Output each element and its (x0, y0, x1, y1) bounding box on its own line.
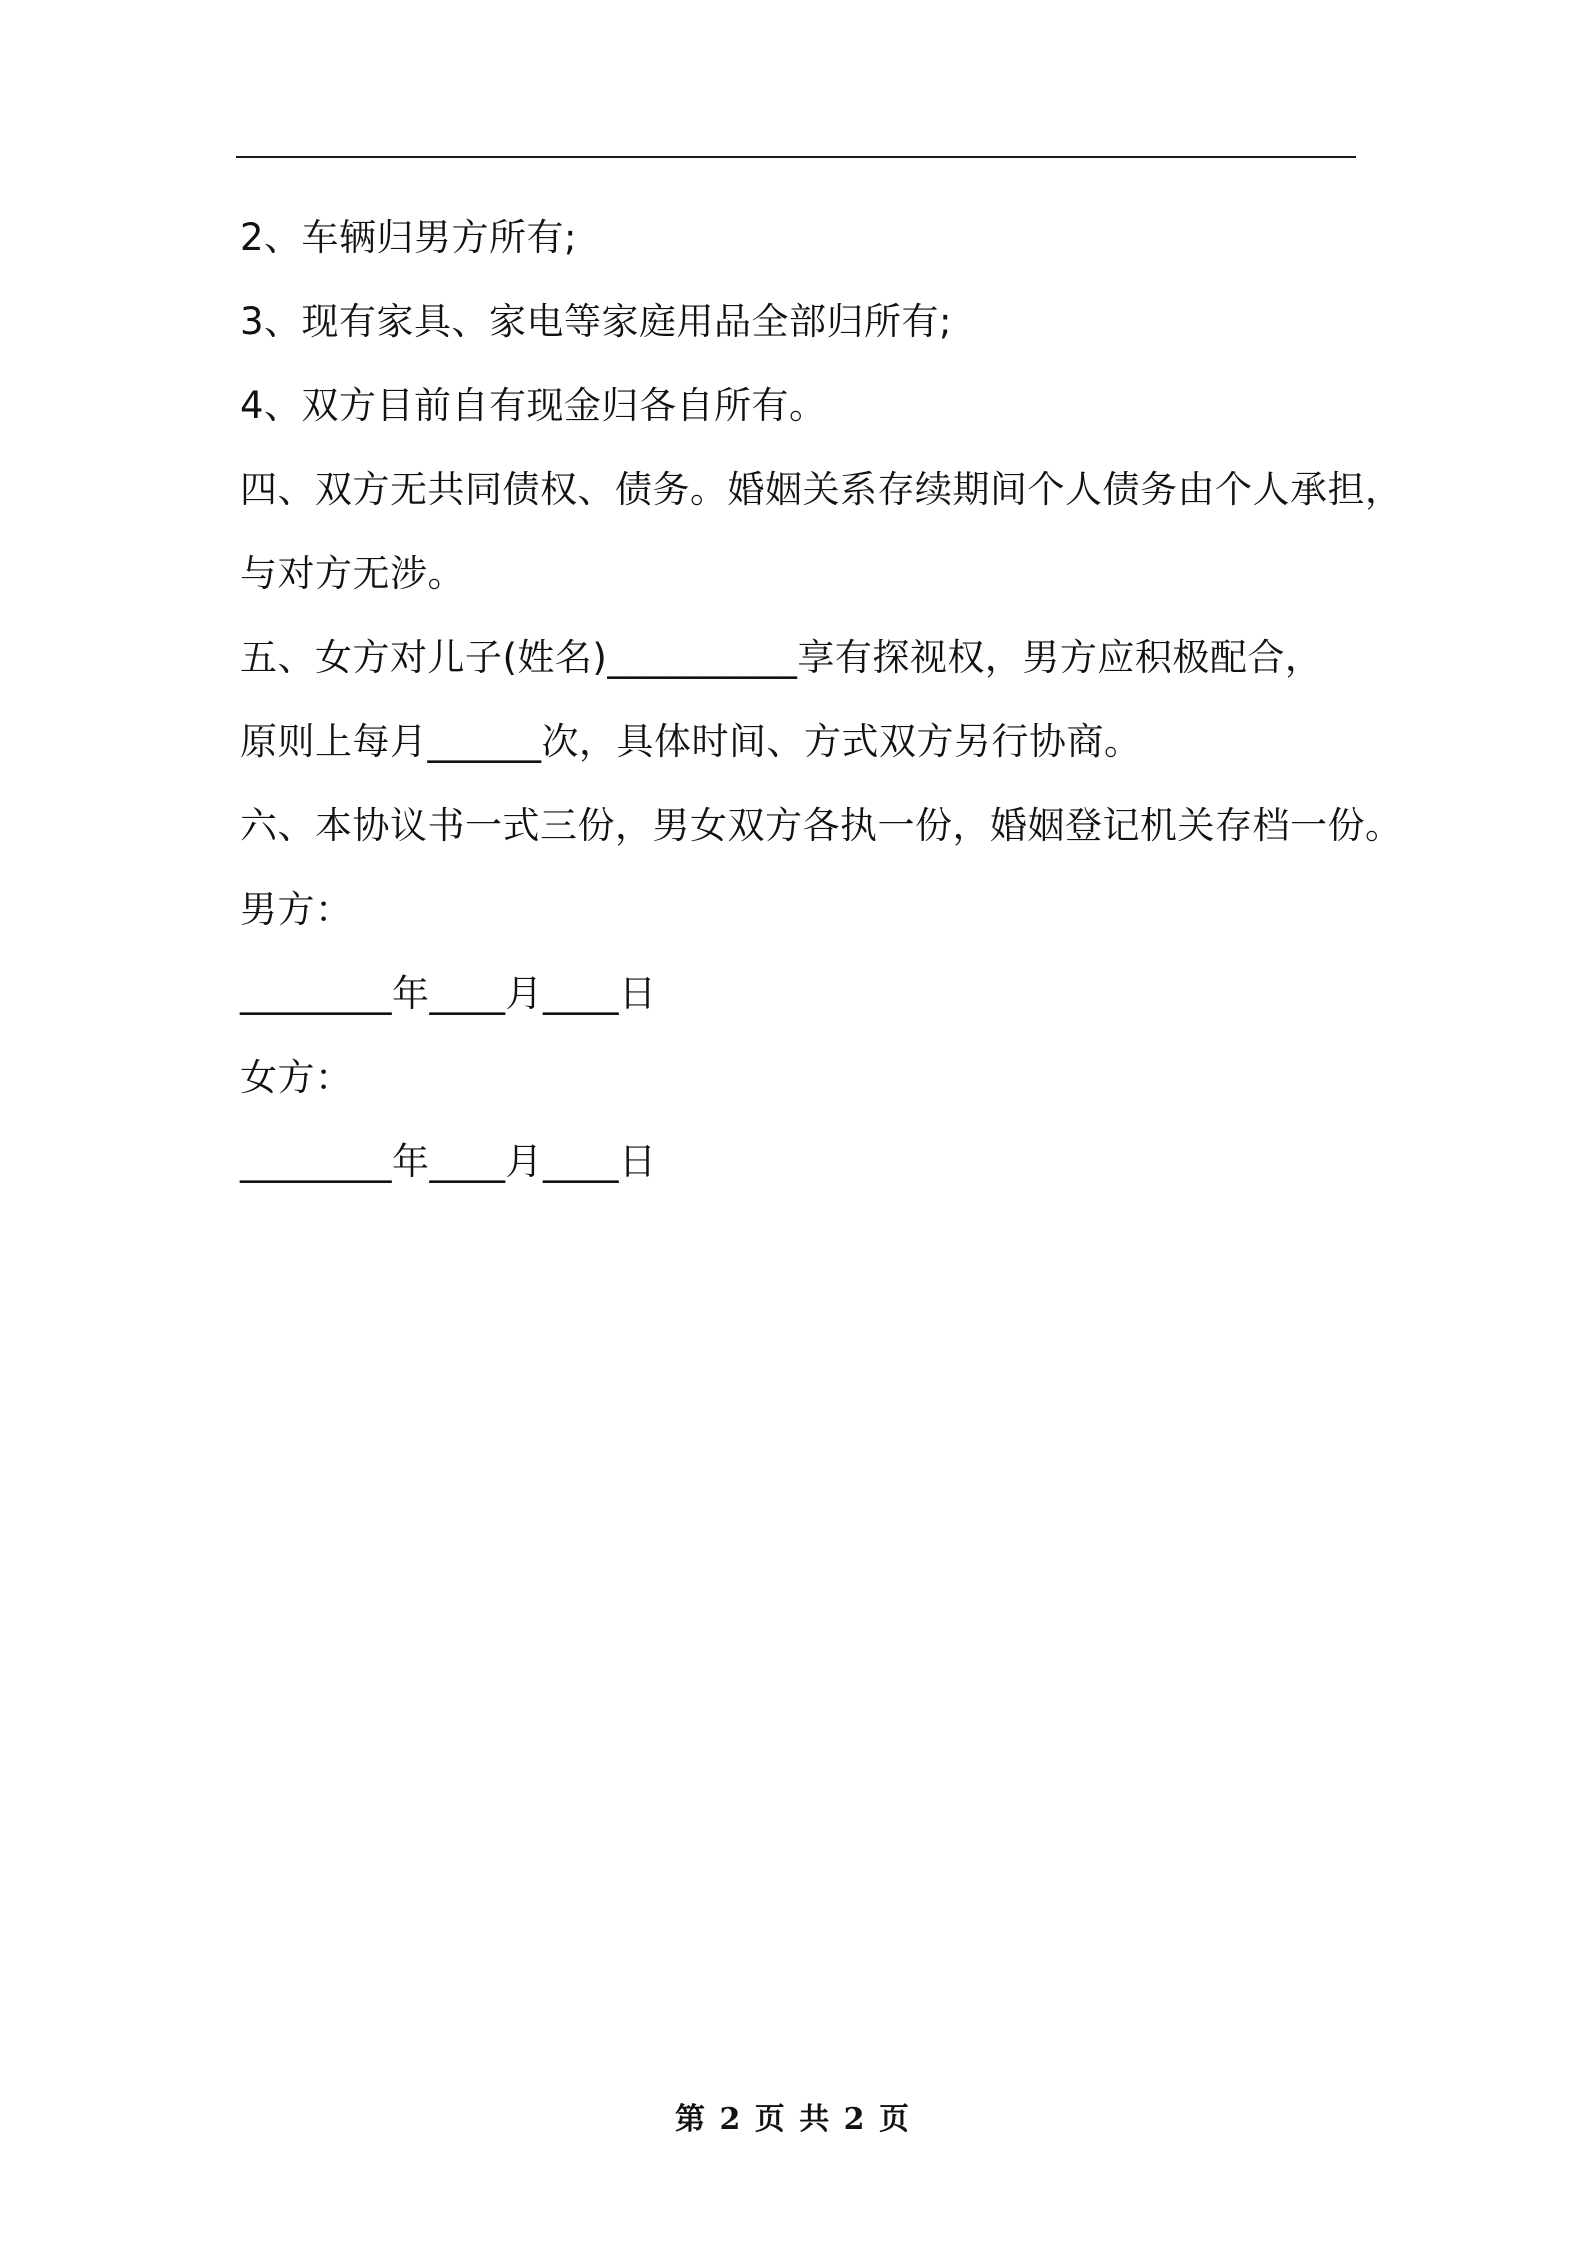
clause-cash: 4、双方目前自有现金归各自所有。 (240, 384, 827, 427)
clause-debts: 四、双方无共同债权、债务。婚姻关系存续期间个人债务由个人承担， (240, 468, 1403, 511)
header-rule (236, 156, 1356, 158)
page-number: 第 2 页 共 2 页 (675, 2102, 911, 2137)
document-body (240, 196, 1403, 1204)
male-party-date: ________年____月____日 (240, 972, 657, 1015)
clause-copies: 六、本协议书一式三份，男女双方各执一份，婚姻登记机关存档一份。 (240, 804, 1403, 847)
female-party-date: ________年____月____日 (240, 1140, 657, 1183)
clause-furniture: 3、现有家具、家电等家庭用品全部归所有; (240, 300, 953, 343)
clause-debts-continued: 与对方无涉。 (240, 552, 465, 595)
clause-visitation: 五、女方对儿子(姓名)__________享有探视权，男方应积极配合， (240, 636, 1323, 679)
clause-vehicle: 2、车辆归男方所有; (240, 216, 578, 259)
clause-visitation-continued: 原则上每月______次，具体时间、方式双方另行协商。 (240, 720, 1142, 763)
male-party-label: 男方： (240, 888, 353, 931)
female-party-label: 女方： (240, 1056, 353, 1099)
